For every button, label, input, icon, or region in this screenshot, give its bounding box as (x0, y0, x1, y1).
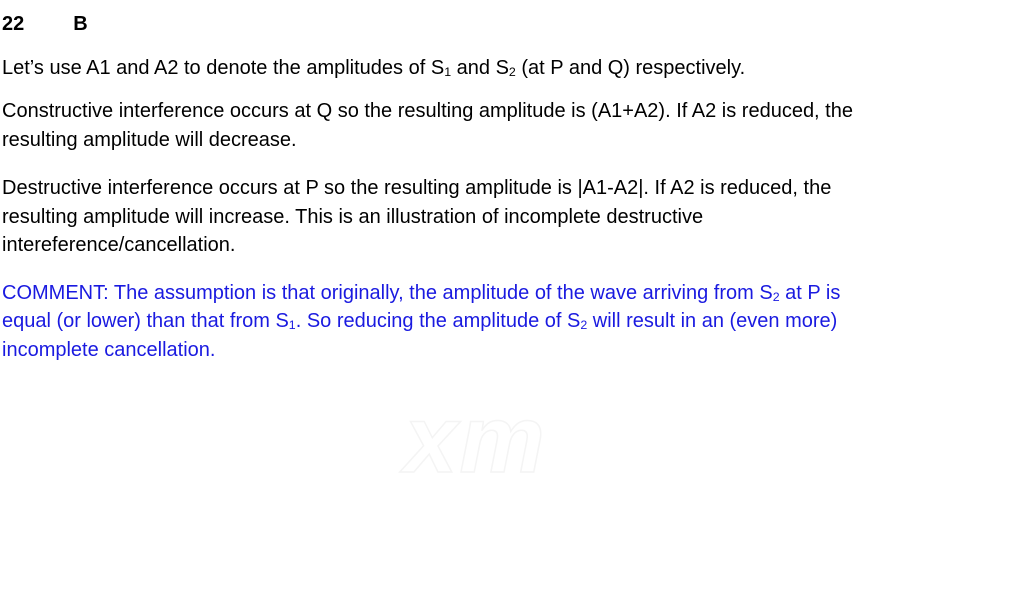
paragraph-destructive-interference: Destructive interference occurs at P so the resulting amplitude is |A1-A2|. If A2 is reduced, the resulting amplitude will increase. This is an illustration of incomplete destructive intereference/cancellation. (2, 177, 832, 256)
answer-header (2, 10, 1002, 39)
paragraph-constructive-interference: Constructive interference occurs at Q so the resulting amplitude is (A1+A2). If A2 is reduced, the resulting amplitude will decrease. (2, 100, 853, 151)
question-number: 22 (2, 13, 25, 35)
watermark: xm (404, 386, 547, 493)
paragraph-comment: COMMENT: The assumption is that originally, the amplitude of the wave arriving from $S_2$ at P is equal (or lower) than that from $S_1$. So reducing the amplitude of $S_2$ will result in an (even more) incomplete cancellation. (2, 281, 841, 361)
paragraph-amplitude-definition: Let’s use A1 and A2 to denote the amplitudes of $S_1$ and $S_2$ (at P and Q) respectively. (2, 56, 746, 79)
answer-letter: B (73, 13, 88, 35)
